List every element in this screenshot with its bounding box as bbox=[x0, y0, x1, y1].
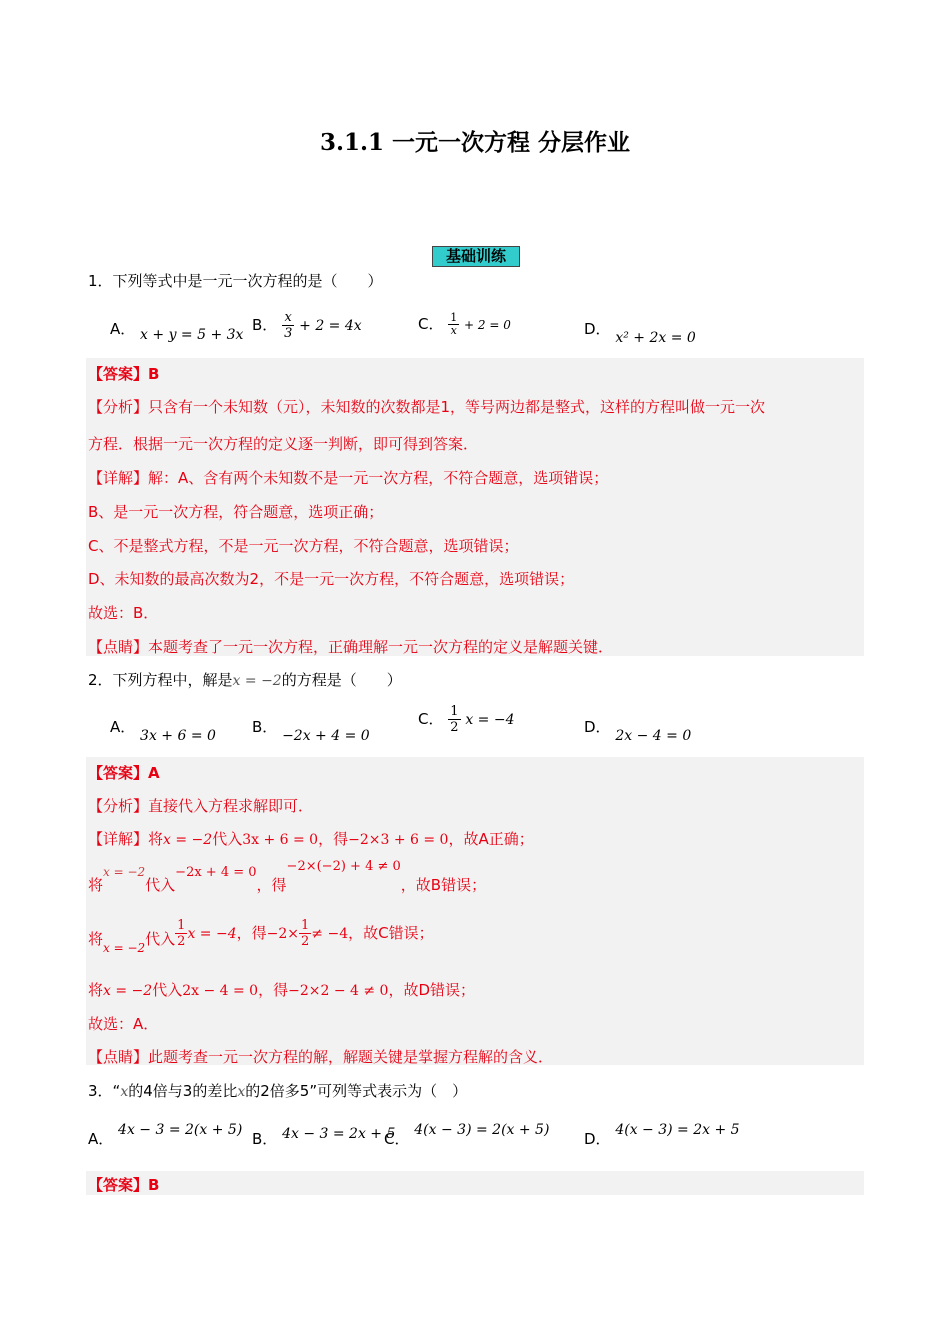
q3-option-d: D． 4(x − 3) = 2x + 5 bbox=[584, 1122, 740, 1148]
q1-analysis-line1: 【分析】只含有一个未知数（元），未知数的次数都是1，等号两边都是整式，这样的方程叫做一元一次 bbox=[88, 398, 766, 416]
q2-comment: 【点睛】此题考查一元一次方程的解，解题关键是掌握方程解的含义． bbox=[88, 1048, 554, 1066]
q3-answer: 【答案】B bbox=[88, 1176, 160, 1194]
q1-comment: 【点睛】本题考查了一元一次方程，正确理解一元一次方程的定义是解题关键． bbox=[88, 638, 614, 656]
q1-detail-b: B、是一元一次方程，符合题意，选项正确； bbox=[88, 503, 384, 521]
q1-stem: 1．下列等式中是一元一次方程的是（ ） bbox=[88, 272, 383, 290]
q3-option-c: C． 4(x − 3) = 2(x + 5) bbox=[384, 1122, 550, 1148]
q3-answer-box bbox=[86, 1171, 864, 1195]
q3-option-a: A． 4x − 3 = 2(x + 5) bbox=[88, 1122, 243, 1148]
q1-detail-a: 【详解】解：A、含有两个未知数不是一元一次方程，不符合题意，选项错误； bbox=[88, 469, 609, 487]
q3-option-b: B． 4x − 3 = 2x + 5 bbox=[252, 1126, 396, 1148]
q2-option-b: B． −2x + 4 = 0 bbox=[252, 718, 370, 744]
q2-choose: 故选：A． bbox=[88, 1015, 159, 1033]
q2-option-c: C． $\frac{1}{2}$ x = −4 bbox=[418, 704, 515, 735]
q3-stem: 3．“x的4倍与3的差比x的2倍多5”可列等式表示为（ ） bbox=[88, 1082, 468, 1100]
section-label: 基础训练 bbox=[432, 246, 520, 267]
q1-detail-d: D、未知数的最高次数为2，不是一元一次方程，不符合题意，选项错误； bbox=[88, 570, 575, 588]
q2-detail-line1: 【详解】将x = −2代入3x + 6 = 0，得−2×3 + 6 = 0，故A正确； bbox=[88, 830, 534, 848]
q1-option-c: C． $\frac{1}{x}$ + 2 = 0 bbox=[418, 311, 511, 337]
q1-option-b: B． $\frac{x}{3}$ + 2 = 4x bbox=[252, 310, 362, 341]
q1-answer: 【答案】B bbox=[88, 365, 160, 383]
q2-analysis: 【分析】直接代入方程求解即可． bbox=[88, 797, 314, 815]
q2-detail-line2: 将x = −2代入−2x + 4 = 0，得−2×(−2) + 4 ≠ 0，故B错误； bbox=[88, 859, 487, 894]
q1-analysis-line2: 方程．根据一元一次方程的定义逐一判断，即可得到答案． bbox=[88, 435, 479, 453]
q2-option-a: A． 3x + 6 = 0 bbox=[110, 718, 216, 744]
q1-option-a: A． x + y = 5 + 3x bbox=[110, 320, 244, 343]
q2-detail-line4: 将x = −2代入2x − 4 = 0，得−2×2 − 4 ≠ 0，故D错误； bbox=[88, 981, 476, 999]
q1-option-d: D． x² + 2x = 0 bbox=[584, 320, 696, 346]
q1-choose: 故选：B． bbox=[88, 604, 159, 622]
q2-stem: 2．下列方程中，解是x = −2的方程是（ ） bbox=[88, 671, 402, 689]
q1-detail-c: C、不是整式方程，不是一元一次方程，不符合题意，选项错误； bbox=[88, 537, 519, 555]
page-title: 3.1.1 一元一次方程 分层作业 bbox=[319, 129, 631, 156]
q2-option-d: D． 2x − 4 = 0 bbox=[584, 718, 692, 744]
q2-answer: 【答案】A bbox=[88, 764, 160, 782]
q2-detail-line3: 将$_{x = -2}$代入 $\frac{1}{2}$ x = −4，得−2× $\frac{1}{2}$ ≠ −4，故C错误； bbox=[88, 918, 434, 955]
